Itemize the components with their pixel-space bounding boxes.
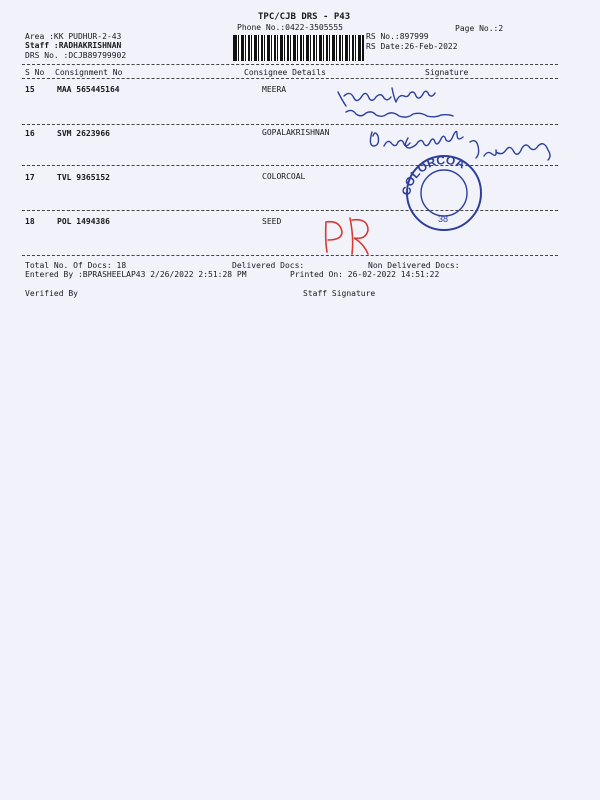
col-consignee: Consignee Details [244, 68, 326, 77]
area-field: Area :KK PUDHUR-2-43 [25, 32, 122, 41]
drs-title: TPC/CJB DRS - P43 [258, 12, 351, 22]
red-pr-mark [326, 218, 368, 254]
row-consignment: SVM 2623966 [57, 129, 110, 138]
total-docs: Total No. Of Docs: 18 [25, 261, 127, 270]
row-sno: 18 [25, 217, 35, 226]
verified-by: Verified By [25, 289, 78, 298]
staff-signature-label: Staff Signature [303, 289, 376, 298]
signature-row-16 [370, 131, 550, 160]
non-delivered-docs: Non Delivered Docs: [368, 261, 460, 270]
company-stamp [399, 153, 481, 230]
phone-number: Phone No.:0422-3505555 [237, 23, 343, 32]
stamp-number: 38 [438, 214, 449, 224]
entered-by: Entered By :BPRASHEELAP43 2/26/2022 2:51:28 PM [25, 270, 247, 279]
row-consignment: TVL 9365152 [57, 173, 110, 182]
rs-number: RS No.:897999 [366, 32, 429, 41]
row-sno: 17 [25, 173, 35, 182]
rs-date: RS Date:26-Feb-2022 [366, 42, 458, 51]
row-sno: 15 [25, 85, 35, 94]
printed-on: Printed On: 26-02-2022 14:51:22 [290, 270, 440, 279]
row-consignee: COLORCOAL [262, 172, 306, 181]
col-signature: Signature [425, 68, 469, 77]
handwriting-layer [0, 0, 600, 300]
row-consignee: MEERA [262, 85, 287, 94]
row-sno: 16 [25, 129, 35, 138]
row-consignment: MAA 565445164 [57, 85, 120, 94]
delivered-docs: Delivered Docs: [232, 261, 305, 270]
page-number: Page No.:2 [455, 24, 504, 33]
stamp-text: COLORCOA [398, 153, 468, 197]
row-consignee: GOPALAKRISHNAN [262, 128, 330, 137]
col-sno: S No [25, 68, 45, 77]
row-consignment: POL 1494386 [57, 217, 110, 226]
row-consignee: SEED [262, 217, 282, 226]
staff-field: Staff :RADHAKRISHNAN [25, 41, 122, 50]
col-consignment: Consignment No [55, 68, 123, 77]
drs-number: DRS No. :DCJB89799902 [25, 51, 127, 60]
signature-row-15 [338, 88, 453, 117]
